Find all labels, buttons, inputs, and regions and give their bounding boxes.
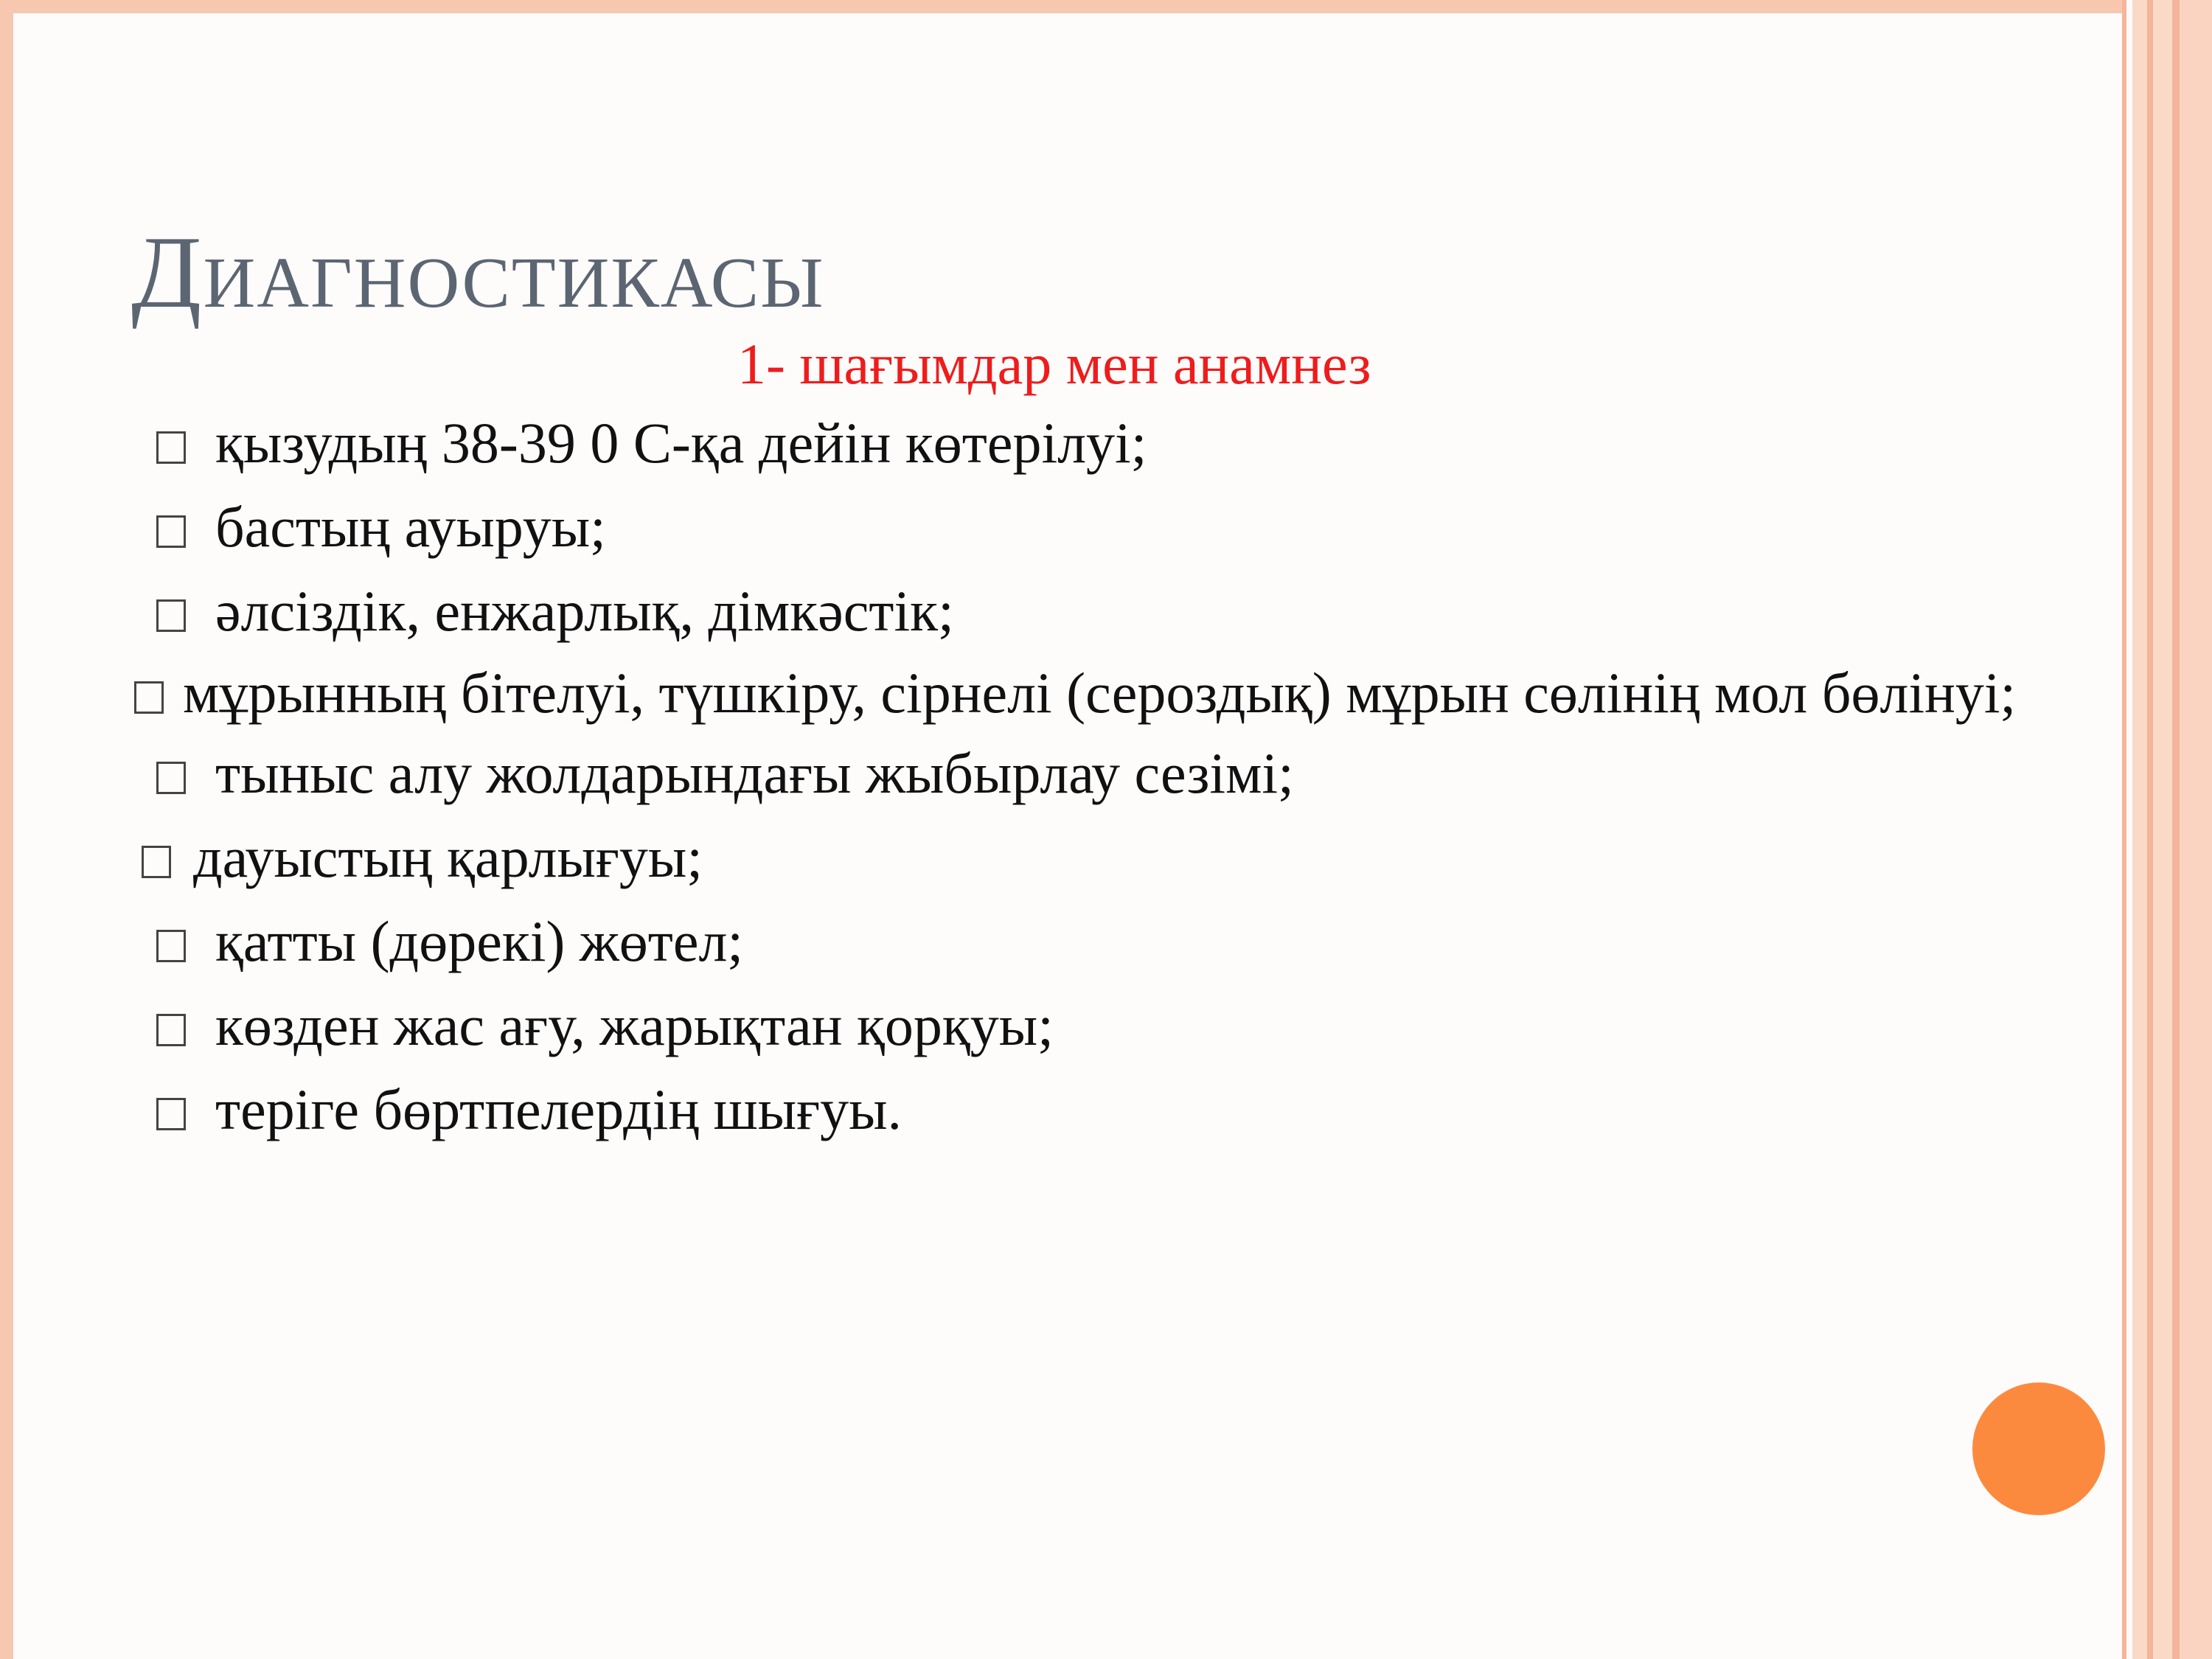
list-item: көзден жас ағу, жарықтан қорқуы;: [134, 995, 2022, 1056]
symptom-list: [134, 413, 2022, 1140]
list-item: тыныс алу жолдарындағы жыбырлау сезімі;: [134, 743, 2022, 804]
checkbox-bullet-icon: [156, 930, 186, 962]
checkbox-bullet-icon: [156, 762, 186, 794]
checkbox-bullet-icon: [134, 681, 164, 714]
list-item: дауыстың қарлығуы;: [134, 827, 2022, 888]
list-item: әлсіздік, енжарлық, дімкәстік;: [134, 581, 2022, 641]
list-item: бастың ауыруы;: [134, 497, 2022, 557]
checkbox-bullet-icon: [156, 1098, 186, 1130]
frame-right-stripe-3: [2153, 0, 2172, 1659]
frame-left-border: [0, 0, 13, 1659]
frame-right-stripe-2: [2147, 0, 2153, 1659]
list-item: қатты (дөрекі) жөтел;: [134, 911, 2022, 972]
slide-subtitle: 1- шағымдар мен анамнез: [737, 332, 1371, 396]
checkbox-bullet-icon: [156, 515, 186, 548]
checkbox-bullet-icon: [156, 599, 186, 632]
list-item: теріге бөртпелердің шығуы.: [134, 1079, 2022, 1140]
checkbox-bullet-icon: [142, 846, 171, 878]
checkbox-bullet-icon: [156, 431, 186, 464]
frame-right-stripe-4: [2172, 0, 2180, 1659]
frame-right-line: [2122, 0, 2126, 1659]
decorative-circle: [1972, 1382, 2105, 1515]
slide-title: Диагностикасы: [131, 215, 825, 330]
frame-top-border: [0, 0, 2124, 13]
list-item: қызудың 38-39 0 С-қа дейін көтерілуі;: [134, 413, 2022, 473]
list-item: мұрынның бітелуі, түшкіру, сірнелі (сероздық) мұрын сөлінің мол бөлінуі;: [134, 665, 2022, 721]
checkbox-bullet-icon: [156, 1014, 186, 1046]
frame-right-stripe-1: [2132, 0, 2147, 1659]
frame-right-stripe-5: [2180, 0, 2212, 1659]
